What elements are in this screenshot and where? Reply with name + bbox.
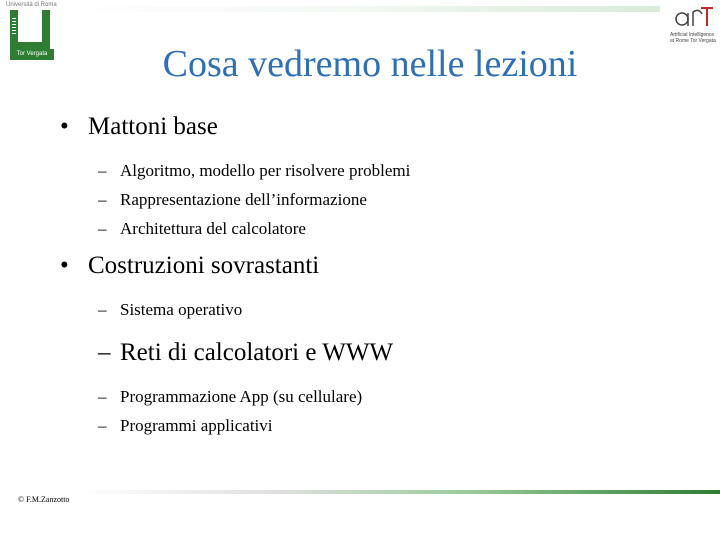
sub-item [98, 295, 680, 324]
sub-item [98, 411, 680, 440]
sub-list [98, 295, 680, 440]
bullet-text: Costruzioni sovrastanti [88, 252, 320, 279]
sub-item-highlighted [98, 336, 680, 370]
art-logo-caption: Artificial Intelligence at Rome Tor Vergata [670, 32, 716, 44]
footer-decorative-bar [80, 490, 720, 494]
slide-title: Cosa vedremo nelle lezioni [162, 43, 578, 85]
bullet-item [60, 112, 680, 142]
art-logo-icon [674, 2, 714, 30]
top-decorative-bar [40, 6, 660, 12]
dash-icon: – [98, 219, 107, 238]
sub-item-text: Architettura del calcolatore [120, 219, 306, 238]
dash-icon: – [98, 387, 107, 406]
sub-item-text: Algoritmo, modello per risolvere problemi [120, 161, 411, 180]
dash-icon: – [98, 190, 107, 209]
art-logo [664, 2, 716, 52]
bullet-icon: • [60, 113, 69, 140]
copyright-text: © F.M.Zanzotto [18, 495, 70, 504]
bullet-text: Mattoni base [88, 113, 218, 140]
logo-banner: Tor Vergata [10, 49, 54, 60]
logo-stripes [12, 16, 16, 34]
sub-item [98, 185, 680, 214]
university-logo [6, 2, 56, 62]
dash-icon: – [98, 161, 107, 180]
bullet-icon: • [60, 252, 69, 279]
sub-item-text: Sistema operativo [120, 300, 243, 319]
sub-item-text: Programmazione App (su cellulare) [120, 387, 363, 406]
dash-icon: – [98, 300, 107, 319]
sub-item [98, 214, 680, 243]
sub-item-text: Rappresentazione dell’informazione [120, 190, 367, 209]
university-text: Università di Roma [6, 2, 57, 8]
sub-item-text: Reti di calcolatori e WWW [120, 339, 394, 366]
logo-u-shape [10, 10, 50, 50]
slide-content [60, 112, 680, 440]
bullet-item [60, 251, 680, 281]
sub-item-text: Programmi applicativi [120, 416, 273, 435]
sub-list [98, 156, 680, 243]
dash-icon: – [98, 416, 107, 435]
sub-item [98, 156, 680, 185]
dash-icon: – [98, 339, 111, 366]
sub-item [98, 382, 680, 411]
